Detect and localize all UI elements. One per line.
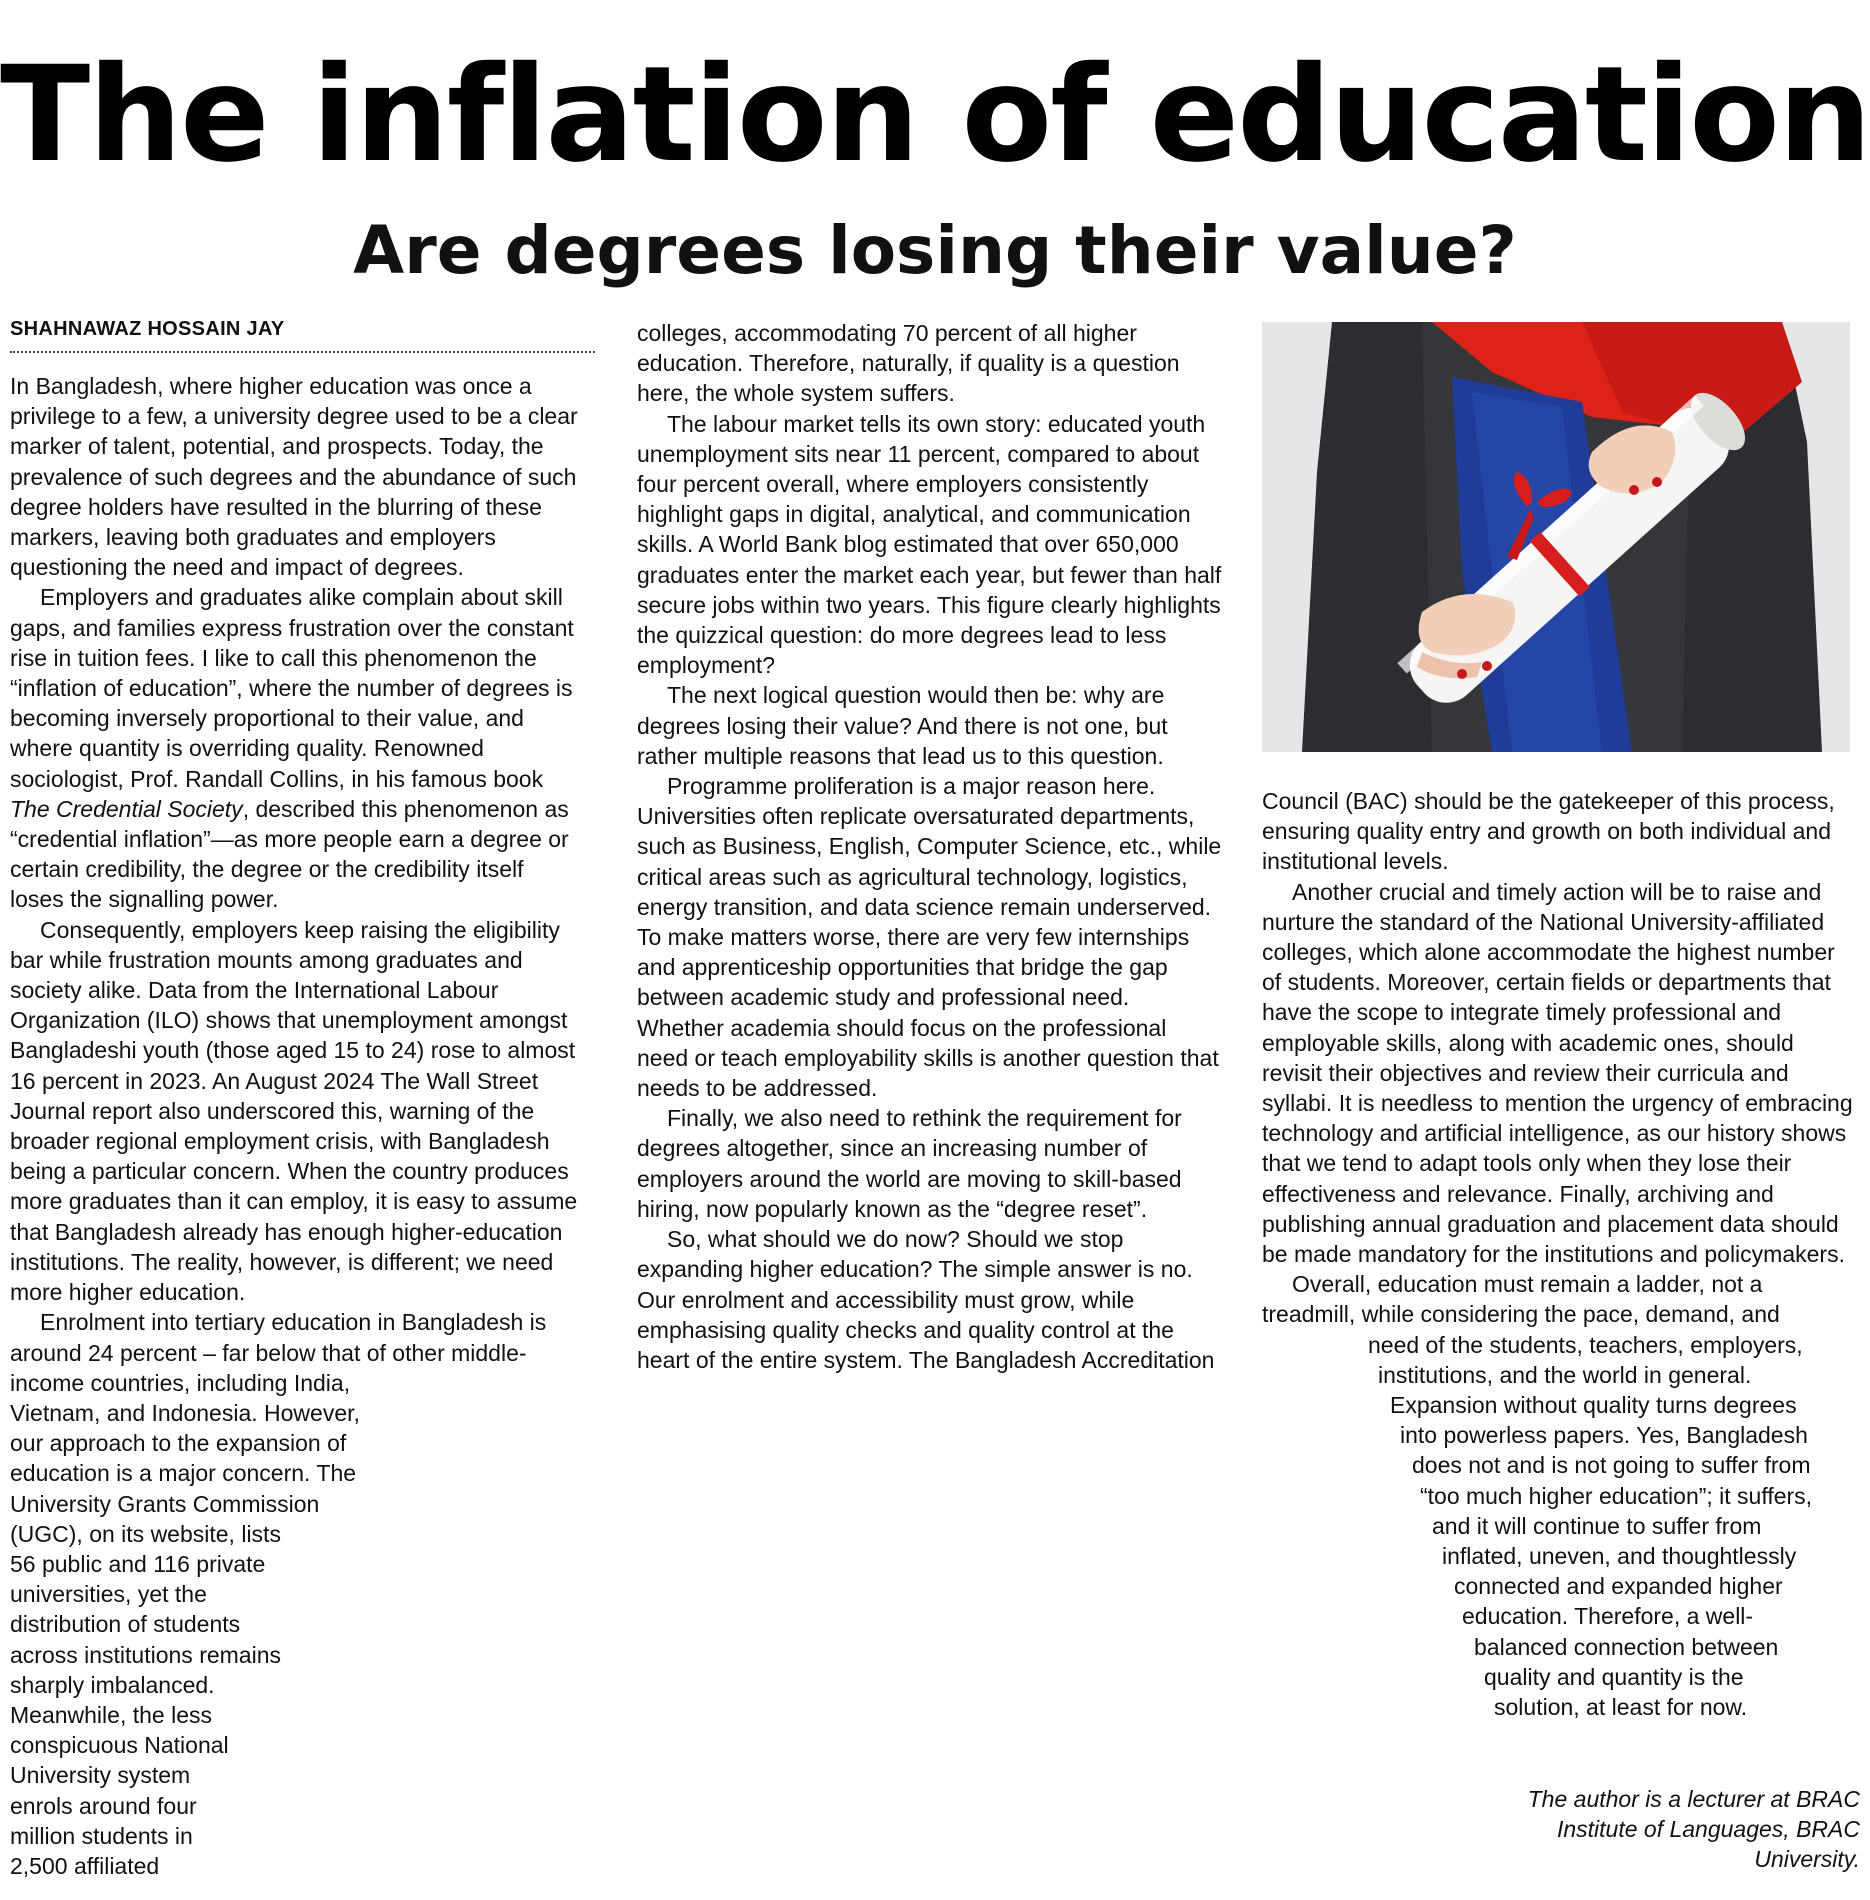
credit-line: The author is a lecturer at BRAC bbox=[1527, 1786, 1860, 1812]
text-line: Vietnam, and Indonesia. However, bbox=[10, 1399, 360, 1426]
text-line: million students in bbox=[10, 1822, 193, 1849]
paragraph: Finally, we also need to rethink the requirement for degrees altogether, since an increasing number of employers around the world are moving to skill-based hiring, now popularly known as the “degree reset”. bbox=[637, 1105, 1182, 1222]
paragraph-shaped bbox=[1262, 1269, 1860, 1722]
article-column-3 bbox=[1262, 786, 1860, 1722]
text-line: our approach to the expansion of bbox=[10, 1430, 347, 1457]
text-line: universities, yet the bbox=[10, 1581, 207, 1608]
article-column-2 bbox=[637, 318, 1222, 1375]
paragraph: colleges, accommodating 70 percent of all higher education. Therefore, naturally, if quality is a question here, the whole system suffers. bbox=[637, 320, 1180, 407]
headline: The inflation of education bbox=[0, 38, 1870, 192]
book-title: The Credential Society bbox=[10, 795, 243, 822]
text-line: Enrolment into tertiary education in Bangladesh is bbox=[40, 1309, 547, 1336]
text-line: education is a major concern. The bbox=[10, 1460, 357, 1487]
text-line: distribution of students bbox=[10, 1611, 241, 1638]
graduate-illustration bbox=[1262, 322, 1850, 752]
text-line: enrols around four bbox=[10, 1792, 197, 1819]
paragraph: The next logical question would then be: why are degrees losing their value? And there is not one, but rather multiple reasons that lead us to this question. bbox=[637, 682, 1168, 769]
text-line: Meanwhile, the less bbox=[10, 1701, 212, 1728]
text-line: 2,500 affiliated bbox=[10, 1852, 160, 1879]
text-line: into powerless papers. Yes, Bangladesh bbox=[1400, 1422, 1808, 1449]
text-line: sharply imbalanced. bbox=[10, 1671, 215, 1698]
article-column-1 bbox=[10, 371, 578, 1881]
paragraph: Programme proliferation is a major reason here. Universities often replicate oversaturated departments, such as Business, English, Computer Science, etc., while critical areas such as agricultural technology, logistics, energy transition, and data science remain underserved. To make matters worse, there are very few internships and apprenticeship opportunities that bridge the gap between academic study and professional need. Whether academia should focus on the professional need or teach employability skills is another question that needs to be addressed. bbox=[637, 773, 1222, 1102]
paragraph-text: , described this phenomenon as “credential inflation”—as more people earn a degree or certain credibility, the degree or the credibility itself loses the signalling power. bbox=[10, 795, 569, 913]
paragraph: The labour market tells its own story: educated youth unemployment sits near 11 percent, compared to about four percent overall, where employers consistently highlight gaps in digital, analytical, and communication skills. A World Bank blog estimated that over 650,000 graduates enter the market each year, but fewer than half secure jobs within two years. This figure clearly highlights the quizzical question: do more degrees lead to less employment? bbox=[637, 410, 1222, 679]
text-line: Overall, education must remain a ladder, not a bbox=[1292, 1271, 1763, 1298]
text-line: connected and expanded higher bbox=[1454, 1573, 1783, 1600]
paragraph: So, what should we do now? Should we stop expanding higher education? The simple answer is no. Our enrolment and accessibility must grow, while emphasising quality checks and quality control at the heart of the entire system. The Bangladesh Accreditation bbox=[637, 1226, 1215, 1373]
text-line: University Grants Commission bbox=[10, 1490, 320, 1517]
text-line: conspicuous National bbox=[10, 1732, 229, 1759]
paragraph-text: Employers and graduates alike complain about skill gaps, and families express frustration over the constant rise in tuition fees. I like to call this phenomenon the “inflation of education”, where the number of degrees is becoming inversely proportional to their value, and where quantity is overriding quality. Renowned sociologist, Prof. Randall Collins, in his famous book bbox=[10, 584, 574, 792]
paragraph: Consequently, employers keep raising the eligibility bar while frustration mounts among graduates and society alike. Data from the International Labour Organization (ILO) shows that unemployment amongst Bangladeshi youth (those aged 15 to 24) rose to almost 16 percent in 2023. An August 2024 The Wall Street Journal report also underscored this, warning of the broader regional employment crisis, with Bangladesh being a particular concern. When the country produces more graduates than it can employ, it is easy to assume that Bangladesh already has enough higher-education institutions. The reality, however, is different; we need more higher education. bbox=[10, 916, 578, 1306]
paragraph-shaped bbox=[10, 1307, 578, 1881]
text-line: solution, at least for now. bbox=[1494, 1694, 1748, 1721]
byline: SHAHNAWAZ HOSSAIN JAY bbox=[10, 318, 595, 353]
author-credit bbox=[1490, 1784, 1860, 1874]
paragraph: In Bangladesh, where higher education was once a privilege to a few, a university degree used to be a clear marker of talent, potential, and prospects. Today, the prevalence of such degrees and the abundance of such degree holders have resulted in the blurring of these markers, leaving both graduates and employers questioning the need and impact of degrees. bbox=[10, 373, 578, 581]
text-line: income countries, including India, bbox=[10, 1369, 351, 1396]
text-line: University system bbox=[10, 1762, 191, 1789]
text-line: quality and quantity is the bbox=[1484, 1663, 1744, 1690]
paragraph bbox=[10, 582, 578, 914]
text-line: treadmill, while considering the pace, demand, and bbox=[1262, 1301, 1780, 1328]
text-line: does not and is not going to suffer from bbox=[1412, 1452, 1811, 1479]
text-line: education. Therefore, a well- bbox=[1462, 1603, 1754, 1630]
credit-line: Institute of Languages, BRAC bbox=[1556, 1816, 1860, 1842]
text-line: institutions, and the world in general. bbox=[1378, 1361, 1752, 1388]
text-line: across institutions remains bbox=[10, 1641, 281, 1668]
text-line: inflated, uneven, and thoughtlessly bbox=[1442, 1543, 1797, 1570]
text-line: need of the students, teachers, employers, bbox=[1368, 1331, 1803, 1358]
text-line: “too much higher education”; it suffers, bbox=[1420, 1482, 1813, 1509]
paragraph: Another crucial and timely action will be to raise and nurture the standard of the National University-affiliated colleges, which alone accommodate the highest number of students. Moreover, certain fields or departments that have the scope to integrate timely professional and employable skills, along with academic ones, should revisit their objectives and review their curricula and syllabi. It is needless to mention the urgency of embracing technology and artificial intelligence, as our history shows that we tend to adapt tools only when they lose their effectiveness and relevance. Finally, archiving and publishing annual graduation and placement data should be made mandatory for the institutions and policymakers. bbox=[1262, 878, 1853, 1268]
subheadline: Are degrees losing their value? bbox=[353, 212, 1517, 289]
text-line: Expansion without quality turns degrees bbox=[1390, 1392, 1797, 1419]
text-line: 56 public and 116 private bbox=[10, 1550, 266, 1577]
text-line: and it will continue to suffer from bbox=[1432, 1512, 1762, 1539]
graduate-photo bbox=[1262, 322, 1850, 752]
text-line: around 24 percent – far below that of other middle- bbox=[10, 1339, 527, 1366]
credit-line: University. bbox=[1754, 1846, 1860, 1872]
paragraph: Council (BAC) should be the gatekeeper of this process, ensuring quality entry and growth on both individual and institutional levels. bbox=[1262, 788, 1835, 875]
text-line: balanced connection between bbox=[1474, 1633, 1779, 1660]
text-line: (UGC), on its website, lists bbox=[10, 1520, 281, 1547]
